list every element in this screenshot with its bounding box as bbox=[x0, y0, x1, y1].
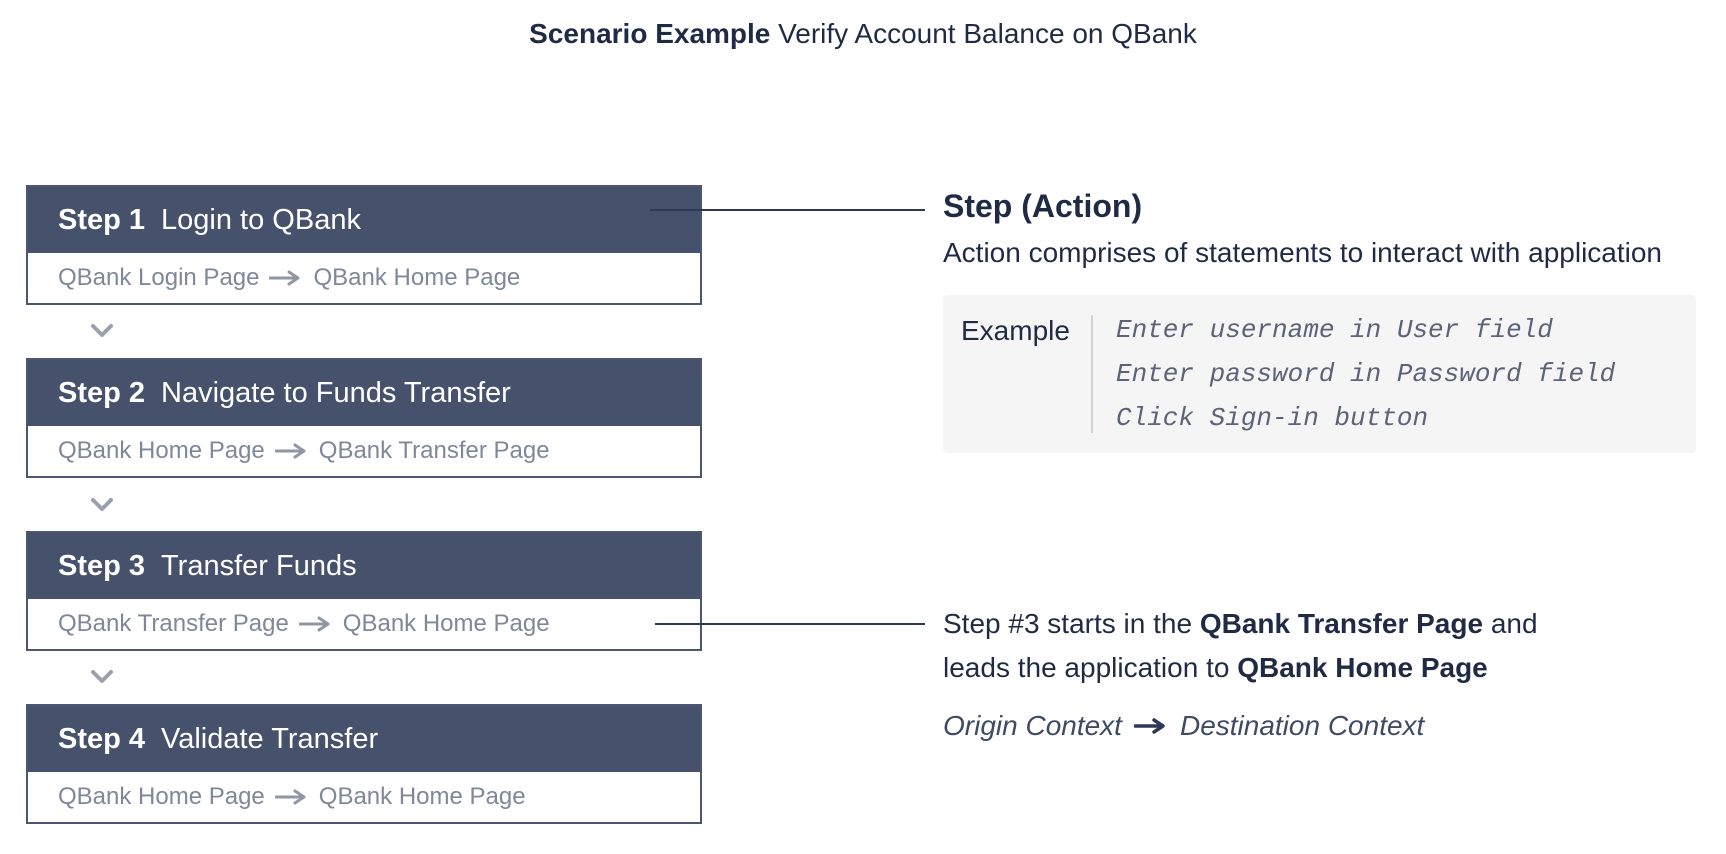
legend-origin: Origin Context bbox=[943, 710, 1122, 741]
legend-destination: Destination Context bbox=[1179, 710, 1425, 741]
example-label: Example bbox=[961, 315, 1070, 346]
destination-context: QBank Transfer Page bbox=[318, 437, 550, 464]
destination-context: QBank Home Page bbox=[313, 264, 521, 291]
context-text: leads the application to bbox=[943, 652, 1238, 683]
step-context bbox=[28, 426, 700, 476]
destination-context: QBank Home Page bbox=[318, 783, 526, 810]
step-card-3 bbox=[26, 531, 702, 651]
chevron-down-icon bbox=[90, 497, 114, 513]
chevron-down-icon bbox=[90, 323, 114, 339]
action-annotation-description: Action comprises of statements to interact with application bbox=[943, 237, 1663, 268]
context-text: and bbox=[1483, 608, 1538, 639]
step-header bbox=[28, 706, 700, 772]
example-box bbox=[943, 295, 1696, 453]
right-arrow-icon bbox=[269, 270, 303, 286]
step-card-2 bbox=[26, 358, 702, 478]
right-arrow-icon bbox=[275, 443, 309, 459]
origin-context: QBank Login Page bbox=[58, 264, 260, 291]
example-statement: Enter username in User field bbox=[1116, 315, 1553, 345]
connector-line-context bbox=[655, 623, 925, 625]
step-context bbox=[28, 599, 700, 649]
page-title bbox=[0, 18, 1726, 50]
step-number: Step 1 bbox=[58, 203, 146, 236]
connector-line-action bbox=[650, 209, 925, 211]
step-name: Transfer Funds bbox=[161, 549, 357, 582]
context-highlight: QBank Home Page bbox=[1237, 652, 1488, 683]
right-arrow-icon bbox=[299, 616, 333, 632]
context-annotation-line-1 bbox=[943, 608, 1538, 640]
scenario-label: Scenario Example bbox=[529, 18, 771, 49]
step-name: Login to QBank bbox=[161, 203, 361, 236]
step-card-1 bbox=[26, 185, 702, 305]
step-number: Step 2 bbox=[58, 376, 146, 409]
step-name: Navigate to Funds Transfer bbox=[161, 376, 511, 409]
example-statement: Enter password in Password field bbox=[1116, 359, 1616, 389]
context-annotation-line-2 bbox=[943, 652, 1488, 684]
scenario-name: Verify Account Balance on QBank bbox=[778, 18, 1197, 49]
origin-context: QBank Home Page bbox=[58, 783, 265, 810]
context-text: Step #3 starts in the bbox=[943, 608, 1200, 639]
destination-context: QBank Home Page bbox=[342, 610, 550, 637]
origin-context: QBank Transfer Page bbox=[58, 610, 289, 637]
origin-context: QBank Home Page bbox=[58, 437, 265, 464]
right-arrow-icon bbox=[1134, 718, 1168, 734]
context-highlight: QBank Transfer Page bbox=[1199, 608, 1484, 639]
example-divider bbox=[1091, 315, 1093, 433]
step-number: Step 4 bbox=[58, 722, 146, 755]
step-header bbox=[28, 360, 700, 426]
step-context bbox=[28, 253, 700, 303]
chevron-down-icon bbox=[90, 669, 114, 685]
step-header bbox=[28, 533, 700, 599]
step-card-4 bbox=[26, 704, 702, 824]
step-header bbox=[28, 187, 700, 253]
step-context bbox=[28, 772, 700, 822]
step-name: Validate Transfer bbox=[161, 722, 379, 755]
action-annotation-title: Step (Action) bbox=[943, 188, 1143, 224]
right-arrow-icon bbox=[275, 789, 309, 805]
example-statement: Click Sign-in button bbox=[1116, 403, 1429, 433]
step-number: Step 3 bbox=[58, 549, 146, 582]
context-legend bbox=[943, 710, 1424, 742]
